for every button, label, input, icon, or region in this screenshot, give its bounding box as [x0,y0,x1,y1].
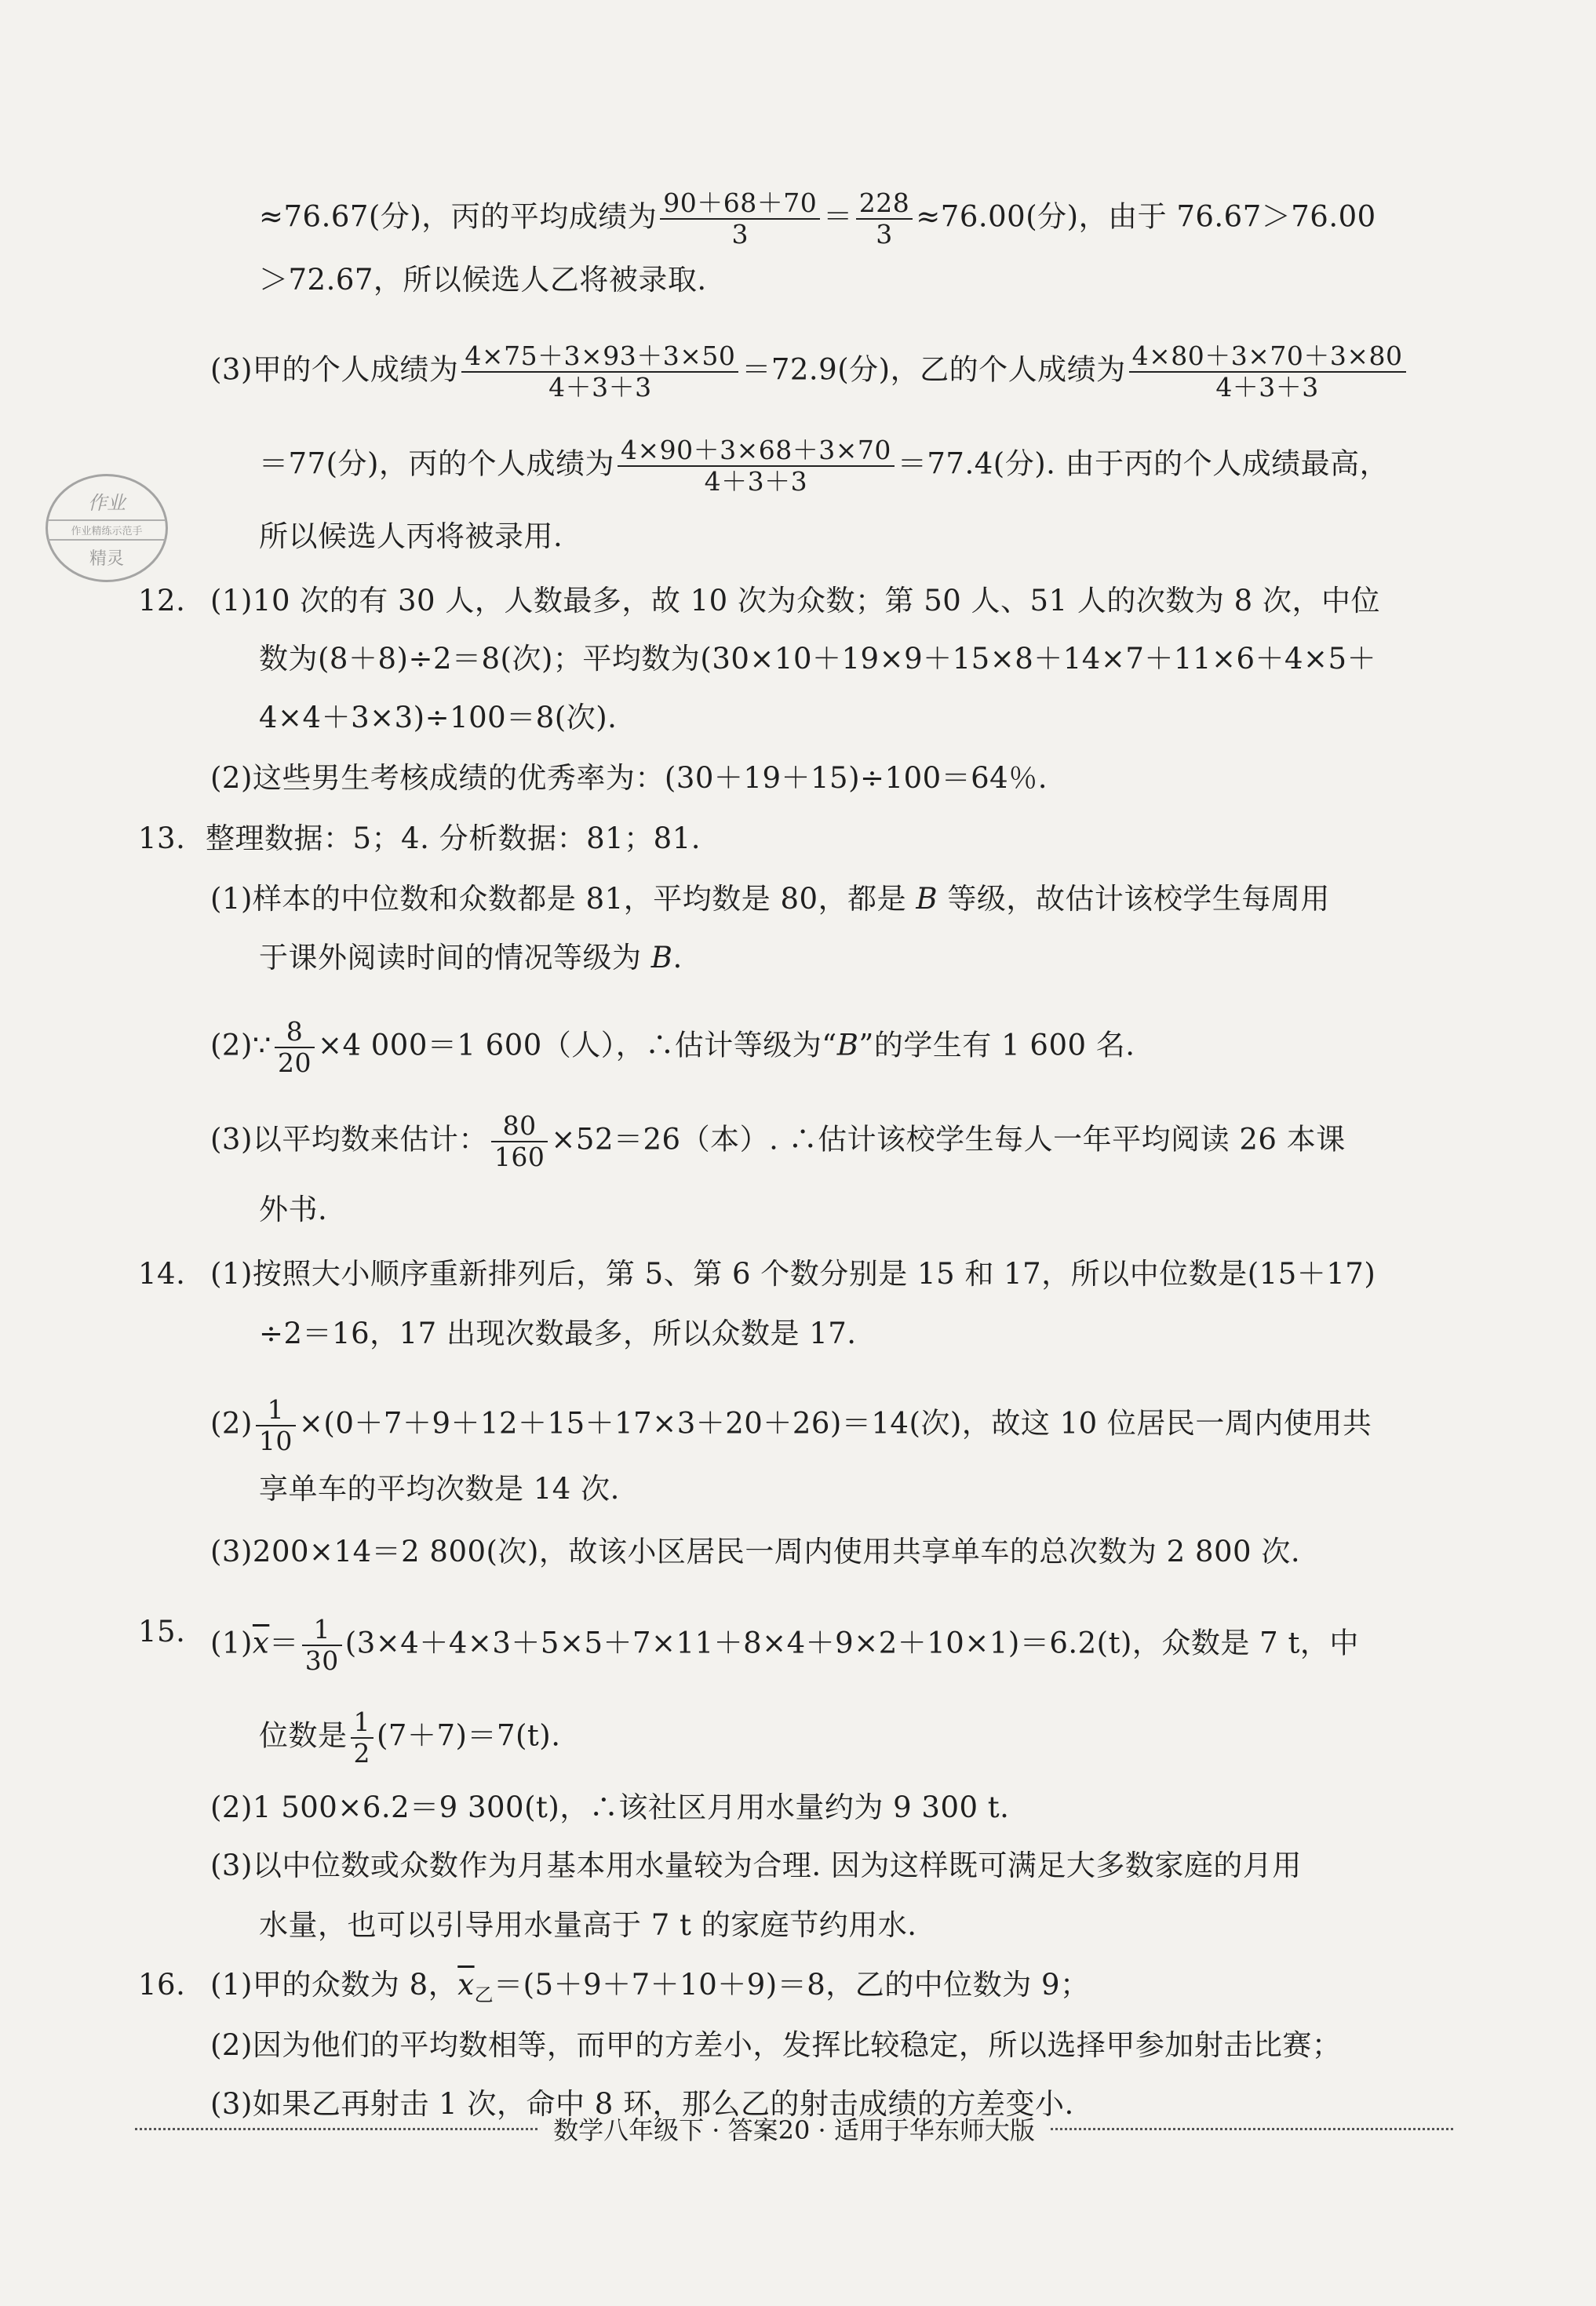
question-number: 13. [138,821,186,855]
page-footer [135,2109,1453,2148]
text-line: 于课外阅读时间的情况等级为 B. [259,941,683,974]
fraction: $\frac{228}{3}$ [856,188,913,250]
text-line: 整理数据：5；4. 分析数据：81；81. [206,821,701,855]
footer-rule-right [1051,2128,1453,2130]
text-line: (3)以平均数来估计： $\frac{80}{160}$ ×52＝26（本）. ∴估计该校学生每人一年平均阅读 26 本课 [210,1110,1346,1172]
text-line: 外书. [259,1193,328,1226]
question-number: 12. [138,584,186,617]
text-line: (1)按照大小顺序重新排列后，第 5、第 6 个数分别是 15 和 17，所以中位数是(15＋17) [210,1257,1376,1291]
fraction: $\frac{4\times 90+3\times 68+3\times 70}{4+3+3}$ [618,435,895,497]
text-line: 享单车的平均次数是 14 次. [259,1472,620,1506]
text-line: (2)∵ $\frac{8}{20}$ ×4 000＝1 600（人），∴估计等级为“B”的学生有 1 600 名. [210,1016,1135,1078]
footer-text: 数学八年级下 · 答案20 · 适用于华东师大版 [553,2115,1035,2145]
text-line: (2) $\frac{1}{10}$ ×(0＋7＋9＋12＋15＋17×3＋20＋26)＝14(次)，故这 10 位居民一周内使用共 [210,1394,1372,1456]
text-line: (1)10 次的有 30 人，人数最多，故 10 次为众数；第 50 人、51 人的次数为 8 次，中位 [210,584,1380,617]
text-line: 位数是 $\frac{1}{2}$ (7＋7)＝7(t). [259,1707,561,1769]
fraction: $\frac{1}{10}$ [256,1395,296,1456]
question-number: 14. [138,1257,186,1291]
fraction: $\frac{1}{30}$ [302,1615,342,1676]
fraction: $\frac{4\times 80+3\times 70+3\times 80}{4+3+3}$ [1129,341,1406,403]
text-line: (3)200×14＝2 800(次)，故该小区居民一周内使用共享单车的总次数为 2 800 次. [210,1535,1301,1568]
text-line: (2)因为他们的平均数相等，而甲的方差小，发挥比较稳定，所以选择甲参加射击比赛； [210,2028,1342,2062]
question-number: 16. [138,1968,186,2002]
fraction: $\frac{80}{160}$ [491,1111,548,1172]
text-line: (3)以中位数或众数作为月基本用水量较为合理. 因为这样既可满足大多数家庭的月用 [210,1849,1302,1882]
text-line: 4×4＋3×3)÷100＝8(次). [259,701,618,734]
text-line: $(1)\overline{x}=$ $\frac{1}{30}$ (3×4＋4×3＋5×5＋7×11＋8×4＋9×2＋10×1)＝6.2(t)，众数是 7 t，中 [210,1614,1359,1676]
text-line: 所以候选人丙将被录用. [259,519,563,553]
watermark-stamp: 作业 作业精练示范手 精灵 [46,474,168,582]
text-line: ÷2＝16，17 出现次数最多，所以众数是 17. [259,1317,857,1350]
footer-rule-left [135,2128,537,2130]
text-line: ＞72.67，所以候选人乙将被录取. [259,263,707,297]
fraction: $\frac{4\times 75+3\times 93+3\times 50}{4+3+3}$ [461,341,738,403]
text-line: (1)样本的中位数和众数都是 81，平均数是 80，都是 B 等级，故估计该校学生每周用 [210,882,1330,916]
text-line: (2)这些男生考核成绩的优秀率为：(30＋19＋15)÷100＝64％. [210,761,1048,795]
fraction: $\frac{1}{2}$ [351,1707,374,1769]
text-line: (1)甲的众数为 8，$\overline{x}_乙=(5+9+7+10+9)=8$，乙的中位数为 9； [210,1968,1090,2006]
fraction: $\frac{8}{20}$ [275,1017,315,1078]
fraction: $\frac{90+68+70}{3}$ [660,188,820,250]
text-line: (3)如果乙再射击 1 次，命中 8 环，那么乙的射击成绩的方差变小. [210,2087,1074,2121]
text-line: ＝77(分)，丙的个人成绩为 $\frac{4\times 90+3\times 68+3\times 70}{4+3+3}$ ＝77.4(分). 由于丙的个人成绩最高， [259,435,1390,497]
text-line: 数为(8＋8)÷2＝8(次)；平均数为(30×10＋19×9＋15×8＋14×7＋11×6＋4×5＋ [259,642,1377,676]
text-line: 水量，也可以引导用水量高于 7 t 的家庭节约用水. [259,1908,917,1942]
text-line: ≈76.67(分)，丙的平均成绩为 $\frac{90+68+70}{3}$ ＝ $\frac{228}{3}$ ≈76.00(分)，由于 76.67＞76.00 [259,188,1376,250]
text-line: (2)1 500×6.2＝9 300(t)，∴该社区月用水量约为 9 300 t. [210,1791,1010,1824]
text-line: (3)甲的个人成绩为 $\frac{4\times 75+3\times 93+3\times 50}{4+3+3}$ ＝72.9(分)，乙的个人成绩为 $\frac{4\times 80+3\times 70+3\times 80}{4+3+3}$ [210,341,1409,403]
question-number: 15. [138,1615,186,1648]
